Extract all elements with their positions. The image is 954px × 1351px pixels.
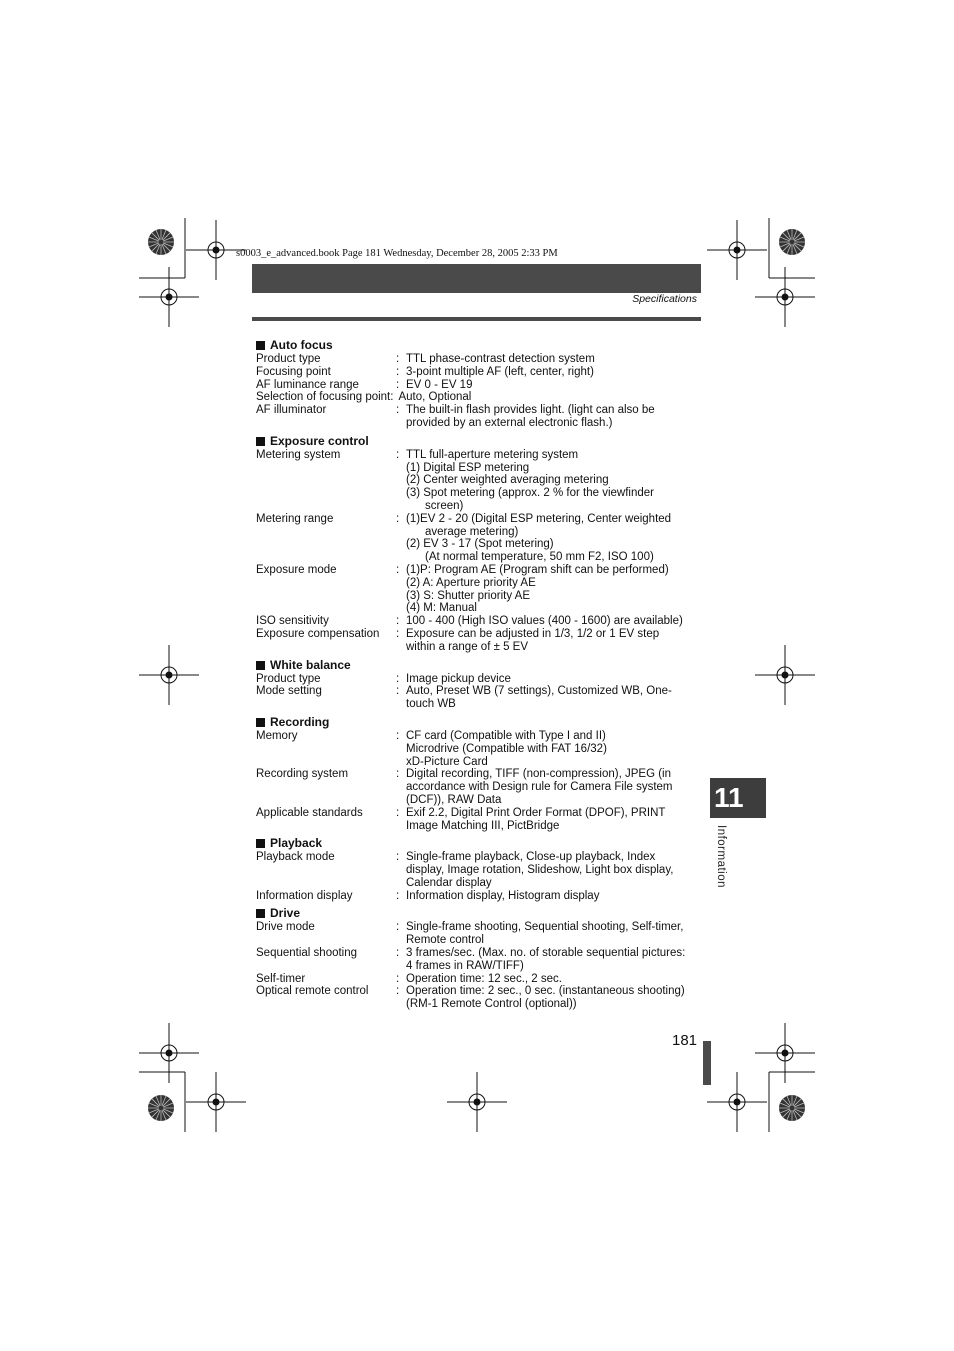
- spec-label: AF luminance range: [256, 378, 359, 391]
- spec-value: [406, 404, 701, 430]
- spec-label: Sequential shooting: [256, 947, 358, 960]
- spec-row: [256, 973, 701, 986]
- spec-value-line: Information display, Histogram display: [406, 889, 600, 902]
- spec-value: [406, 973, 701, 986]
- spec-label: Product type: [256, 353, 321, 365]
- section-heading: [256, 836, 701, 851]
- spec-row: [256, 564, 701, 615]
- spec-colon: :: [396, 563, 400, 576]
- specifications-content: [256, 334, 701, 1015]
- registration-cross-icon: [447, 1072, 507, 1132]
- chapter-number-tab: 11: [710, 778, 766, 818]
- spec-section: [256, 715, 701, 832]
- spec-value-line: (DCF)), RAW Data: [406, 793, 502, 806]
- spec-colon: :: [396, 972, 400, 985]
- spec-value-line: touch WB: [406, 698, 456, 711]
- spec-value: [406, 366, 701, 379]
- spec-value-line: CF card (Compatible with Type I and II): [406, 729, 606, 742]
- spec-colon: :: [396, 512, 400, 525]
- section-heading-text: Playback: [270, 836, 323, 851]
- spec-section: [256, 906, 701, 1011]
- spec-row: [256, 391, 701, 404]
- section-heading: [256, 658, 701, 673]
- spec-label: Selection of focusing point:: [256, 391, 394, 404]
- section-heading-text: Auto focus: [270, 338, 333, 352]
- spec-value-line: (4) M: Manual: [406, 602, 477, 615]
- spec-row: [256, 807, 701, 833]
- registration-star-icon: [779, 1095, 805, 1121]
- spec-value-line: average metering): [425, 525, 519, 538]
- spec-value: [406, 628, 701, 654]
- spec-label: Exposure compensation: [256, 627, 380, 640]
- spec-value: [406, 513, 701, 564]
- section-heading-text: Recording: [270, 714, 330, 729]
- spec-value-line: Operation time: 2 sec., 0 sec. (instantaneous shooting): [406, 985, 685, 998]
- spec-value: [406, 615, 701, 628]
- spec-value-line: xD-Picture Card: [406, 755, 488, 768]
- spec-colon: :: [396, 378, 400, 391]
- spec-colon: :: [396, 921, 400, 934]
- spec-value: [406, 353, 701, 366]
- spec-colon: :: [396, 404, 400, 417]
- spec-value-line: (1)P: Program AE (Program shift can be performed): [406, 563, 669, 576]
- spec-label: Information display: [256, 889, 353, 902]
- spec-value: [393, 391, 701, 404]
- section-heading-text: White balance: [270, 657, 351, 672]
- header-rule: [252, 317, 701, 321]
- spec-colon: :: [396, 627, 400, 640]
- spec-value-line: 3-point multiple AF (left, center, right): [406, 365, 594, 378]
- spec-value: [406, 921, 701, 947]
- spec-label: Self-timer: [256, 972, 306, 985]
- spec-label: Mode setting: [256, 685, 322, 698]
- square-bullet-icon: [256, 437, 265, 446]
- spec-value-line: Single-frame playback, Close-up playback, Index: [406, 851, 656, 864]
- spec-colon: :: [396, 768, 400, 781]
- spec-colon: :: [396, 729, 400, 742]
- spec-value-line: display, Image rotation, Slideshow, Light box display,: [406, 864, 674, 877]
- spec-colon: :: [396, 947, 400, 960]
- spec-value: [406, 851, 701, 889]
- spec-value-line: Exposure can be adjusted in 1/3, 1/2 or 1 EV step: [406, 627, 660, 640]
- spec-row: [256, 366, 701, 379]
- spec-colon: :: [396, 672, 400, 685]
- spec-row: [256, 379, 701, 392]
- registration-cross-icon: [707, 1072, 767, 1132]
- spec-row: [256, 353, 701, 366]
- spec-row: [256, 921, 701, 947]
- spec-label: Metering range: [256, 512, 334, 525]
- spec-section: [256, 338, 701, 430]
- spec-value-line: Image pickup device: [406, 672, 511, 685]
- spec-value-line: Image Matching III, PictBridge: [406, 819, 560, 832]
- spec-value: [406, 947, 701, 973]
- spec-value-line: EV 0 - EV 19: [406, 378, 473, 391]
- spec-label: Drive mode: [256, 921, 315, 934]
- spec-value: [406, 564, 701, 615]
- spec-value: [406, 673, 701, 686]
- page-edge-tab: [703, 1041, 711, 1085]
- registration-star-icon: [148, 1095, 174, 1121]
- spec-section: [256, 658, 701, 711]
- spec-section: [256, 434, 701, 654]
- spec-value-line: Digital recording, TIFF (non-compression), JPEG (in: [406, 768, 672, 781]
- registration-cross-icon: [139, 267, 199, 327]
- spec-value-line: accordance with Design rule for Camera File system: [406, 781, 673, 794]
- spec-value-line: Microdrive (Compatible with FAT 16/32): [406, 742, 607, 755]
- spec-value-line: (3) S: Shutter priority AE: [406, 589, 530, 602]
- spec-value-line: Auto, Optional: [398, 391, 472, 404]
- header-bar: [252, 264, 701, 293]
- spec-value-line: (RM-1 Remote Control (optional)): [406, 998, 577, 1011]
- spec-label: Focusing point: [256, 365, 331, 378]
- registration-cross-icon: [755, 1023, 815, 1083]
- spec-value-line: (2) EV 3 - 17 (Spot metering): [406, 538, 554, 551]
- square-bullet-icon: [256, 909, 265, 918]
- spec-row: [256, 947, 701, 973]
- spec-value-line: TTL phase-contrast detection system: [406, 353, 595, 365]
- spec-value-line: Exif 2.2, Digital Print Order Format (DPOF), PRINT: [406, 806, 666, 819]
- spec-value: [406, 685, 701, 711]
- spec-row: [256, 890, 701, 903]
- registration-star-icon: [779, 229, 805, 255]
- square-bullet-icon: [256, 718, 265, 727]
- chapter-label: Information: [715, 825, 727, 889]
- spec-row: [256, 673, 701, 686]
- spec-row: [256, 985, 701, 1011]
- spec-value: [406, 449, 701, 513]
- registration-cross-icon: [755, 267, 815, 327]
- spec-colon: :: [396, 615, 400, 628]
- spec-value-line: 100 - 400 (High ISO values (400 - 1600) are available): [406, 615, 683, 628]
- section-heading-text: Drive: [270, 906, 301, 921]
- registration-cross-icon: [707, 220, 767, 280]
- spec-row: [256, 449, 701, 513]
- square-bullet-icon: [256, 839, 265, 848]
- spec-colon: :: [396, 851, 400, 864]
- spec-row: [256, 851, 701, 889]
- spec-label: AF illuminator: [256, 404, 327, 417]
- spec-section: [256, 836, 701, 902]
- spec-value-line: (1) Digital ESP metering: [406, 461, 530, 474]
- spec-label: Exposure mode: [256, 563, 337, 576]
- spec-value: [406, 730, 701, 768]
- spec-colon: :: [396, 448, 400, 461]
- spec-row: [256, 513, 701, 564]
- spec-label: Memory: [256, 729, 298, 742]
- spec-value: [406, 379, 701, 392]
- section-heading-text: Exposure control: [270, 433, 369, 448]
- spec-colon-inline: :: [390, 391, 394, 404]
- spec-value-line: provided by an external electronic flash.): [406, 416, 613, 429]
- spec-label: Product type: [256, 672, 321, 685]
- spec-value-line: 3 frames/sec. (Max. no. of storable sequential pictures:: [406, 947, 686, 960]
- spec-value-line: The built-in flash provides light. (light can also be: [406, 404, 655, 417]
- book-file-info: s0003_e_advanced.book Page 181 Wednesday, December 28, 2005 2:33 PM: [236, 248, 558, 259]
- spec-row: [256, 768, 701, 806]
- registration-cross-icon: [755, 645, 815, 705]
- spec-colon: :: [396, 806, 400, 819]
- spec-value-line: Remote control: [406, 934, 484, 947]
- registration-cross-icon: [186, 1072, 246, 1132]
- spec-label: Applicable standards: [256, 806, 363, 819]
- spec-label: Recording system: [256, 768, 349, 781]
- section-heading: [256, 434, 701, 449]
- spec-value-line: (2) Center weighted averaging metering: [406, 474, 609, 487]
- spec-value-line: (2) A: Aperture priority AE: [406, 576, 536, 589]
- spec-row: [256, 730, 701, 768]
- square-bullet-icon: [256, 661, 265, 670]
- spec-value-line: screen): [425, 499, 464, 512]
- section-heading: [256, 715, 701, 730]
- spec-label: Optical remote control: [256, 985, 369, 998]
- spec-value-line: (At normal temperature, 50 mm F2, ISO 100): [425, 551, 654, 564]
- spec-value-line: TTL full-aperture metering system: [406, 448, 579, 461]
- registration-star-icon: [148, 229, 174, 255]
- spec-label: ISO sensitivity: [256, 615, 329, 628]
- spec-value: [406, 890, 701, 903]
- spec-colon: :: [396, 685, 400, 698]
- spec-row: [256, 685, 701, 711]
- section-heading: [256, 906, 701, 921]
- spec-colon: :: [396, 353, 400, 365]
- spec-value: [406, 807, 701, 833]
- spec-value: [406, 985, 701, 1011]
- section-heading: [256, 338, 701, 353]
- registration-cross-icon: [139, 645, 199, 705]
- spec-row: [256, 628, 701, 654]
- running-header-title: Specifications: [632, 293, 697, 305]
- spec-value-line: (1)EV 2 - 20 (Digital ESP metering, Center weighted: [406, 512, 672, 525]
- spec-colon: :: [396, 889, 400, 902]
- spec-row: [256, 404, 701, 430]
- spec-value-line: Auto, Preset WB (7 settings), Customized WB, One-: [406, 685, 672, 698]
- spec-value-line: Operation time: 12 sec., 2 sec.: [406, 972, 562, 985]
- spec-colon: :: [396, 985, 400, 998]
- spec-value-line: 4 frames in RAW/TIFF): [406, 959, 524, 972]
- spec-value: [406, 768, 701, 806]
- page-number: 181: [672, 1032, 698, 1049]
- spec-value-line: Single-frame shooting, Sequential shooting, Self-timer,: [406, 921, 684, 934]
- spec-label: Playback mode: [256, 851, 335, 864]
- square-bullet-icon: [256, 341, 265, 350]
- registration-cross-icon: [139, 1023, 199, 1083]
- spec-value-line: Calendar display: [406, 876, 492, 889]
- spec-value-line: within a range of ± 5 EV: [406, 640, 529, 653]
- spec-colon: :: [396, 365, 400, 378]
- spec-value-line: (3) Spot metering (approx. 2 % for the viewfinder: [406, 487, 655, 500]
- spec-label: Metering system: [256, 448, 341, 461]
- spec-row: [256, 615, 701, 628]
